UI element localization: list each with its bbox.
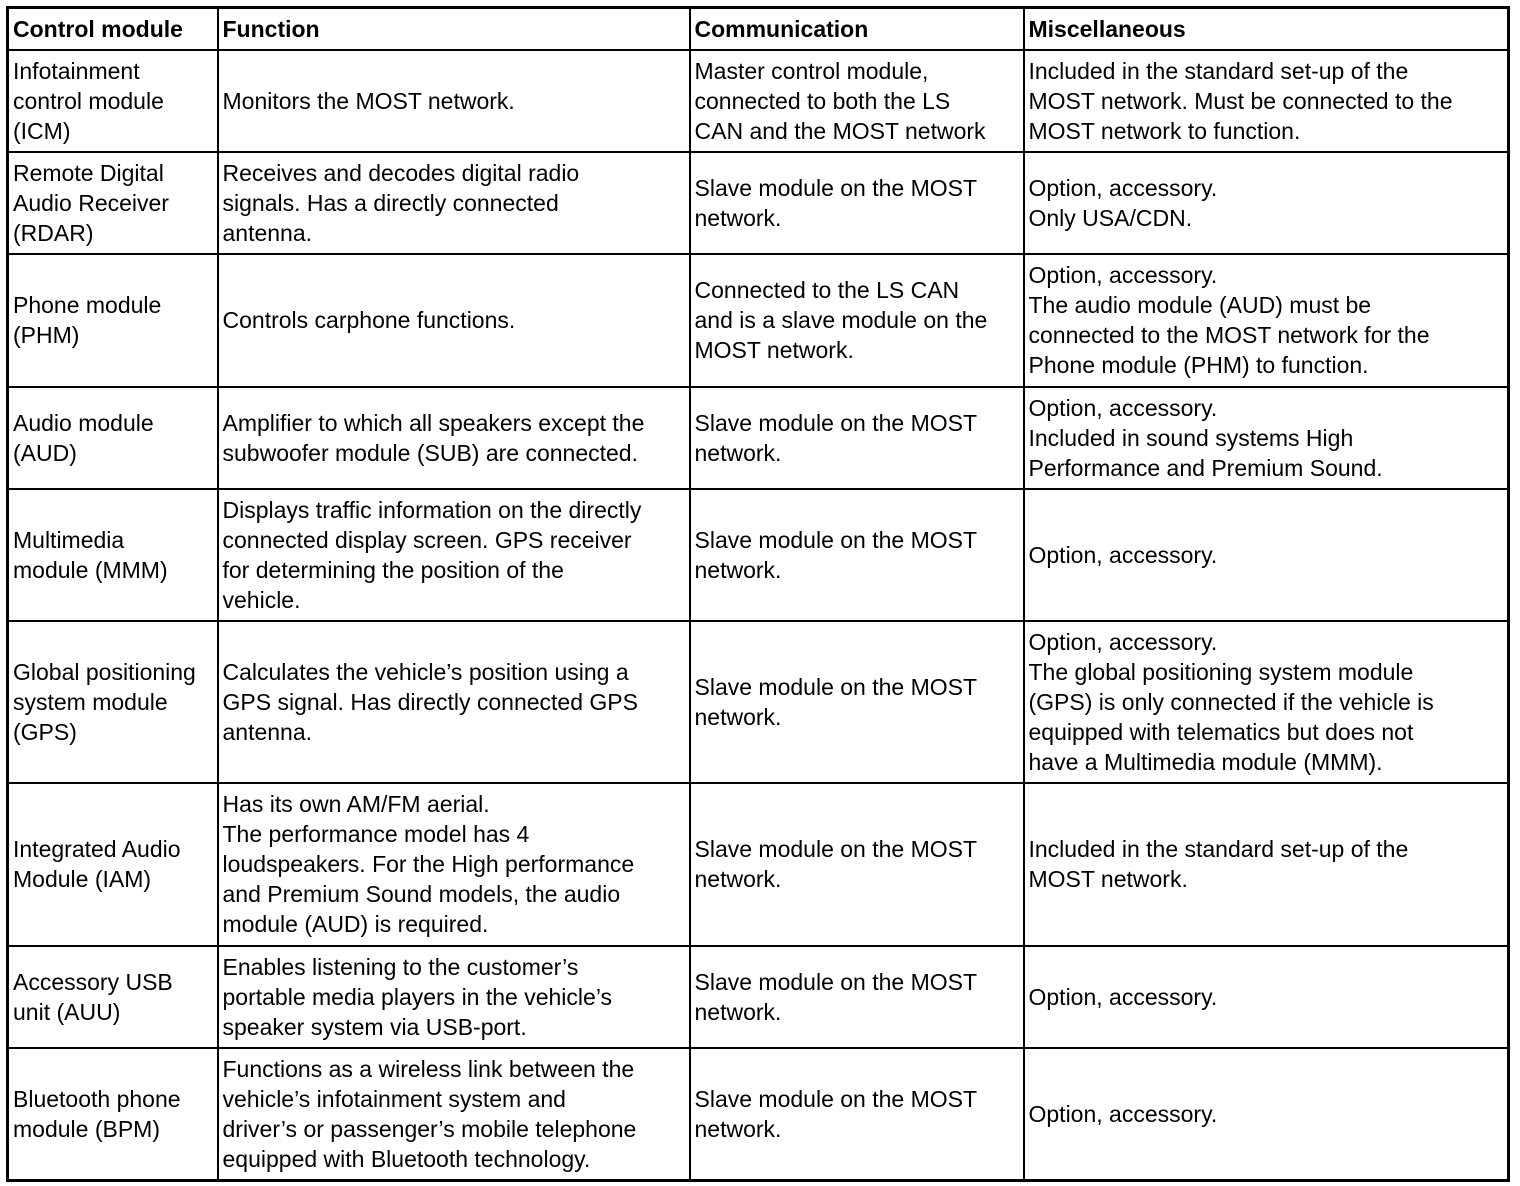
header-function: Function	[218, 8, 690, 51]
table-row	[8, 50, 1509, 152]
table-row	[8, 387, 1509, 489]
cell-miscellaneous: Option, accessory.	[1024, 1048, 1509, 1181]
cell-control-module: Phone module (PHM)	[8, 254, 218, 386]
cell-function: Calculates the vehicle’s position using a GPS signal. Has directly connected GPS antenna.	[218, 621, 690, 783]
table-row	[8, 1048, 1509, 1181]
cell-function: Displays traffic information on the directly connected display screen. GPS receiver for determining the position of the vehicle.	[218, 489, 690, 621]
cell-control-module: Multimedia module (MMM)	[8, 489, 218, 621]
header-miscellaneous: Miscellaneous	[1024, 8, 1509, 51]
table-row	[8, 783, 1509, 945]
cell-control-module: Bluetooth phone module (BPM)	[8, 1048, 218, 1181]
cell-miscellaneous: Option, accessory.	[1024, 946, 1509, 1048]
header-row	[8, 8, 1509, 51]
cell-function: Has its own AM/FM aerial. The performance model has 4 loudspeakers. For the High performance and Premium Sound models, the audio module (AUD) is required.	[218, 783, 690, 945]
cell-function: Monitors the MOST network.	[218, 50, 690, 152]
cell-control-module: Integrated Audio Module (IAM)	[8, 783, 218, 945]
cell-miscellaneous: Option, accessory. Only USA/CDN.	[1024, 152, 1509, 254]
cell-function: Receives and decodes digital radio signals. Has a directly connected antenna.	[218, 152, 690, 254]
table-row	[8, 152, 1509, 254]
cell-communication: Connected to the LS CAN and is a slave module on the MOST network.	[690, 254, 1024, 386]
cell-control-module: Infotainment control module (ICM)	[8, 50, 218, 152]
cell-miscellaneous: Option, accessory. The global positioning system module (GPS) is only connected if the vehicle is equipped with telematics but does not have a Multimedia module (MMM).	[1024, 621, 1509, 783]
cell-miscellaneous: Option, accessory.	[1024, 489, 1509, 621]
cell-miscellaneous: Included in the standard set-up of the MOST network. Must be connected to the MOST network to function.	[1024, 50, 1509, 152]
cell-communication: Slave module on the MOST network.	[690, 152, 1024, 254]
cell-communication: Slave module on the MOST network.	[690, 621, 1024, 783]
table-row	[8, 489, 1509, 621]
cell-miscellaneous: Option, accessory. Included in sound systems High Performance and Premium Sound.	[1024, 387, 1509, 489]
cell-communication: Slave module on the MOST network.	[690, 783, 1024, 945]
cell-function: Enables listening to the customer’s portable media players in the vehicle’s speaker system via USB-port.	[218, 946, 690, 1048]
control-module-table	[6, 6, 1510, 1182]
cell-function: Controls carphone functions.	[218, 254, 690, 386]
cell-function: Amplifier to which all speakers except the subwoofer module (SUB) are connected.	[218, 387, 690, 489]
cell-communication: Slave module on the MOST network.	[690, 387, 1024, 489]
cell-control-module: Remote Digital Audio Receiver (RDAR)	[8, 152, 218, 254]
table-row	[8, 254, 1509, 386]
cell-communication: Master control module, connected to both the LS CAN and the MOST network	[690, 50, 1024, 152]
header-communication: Communication	[690, 8, 1024, 51]
table-row	[8, 621, 1509, 783]
cell-communication: Slave module on the MOST network.	[690, 489, 1024, 621]
table-row	[8, 946, 1509, 1048]
header-control-module: Control module	[8, 8, 218, 51]
cell-miscellaneous: Included in the standard set-up of the MOST network.	[1024, 783, 1509, 945]
cell-communication: Slave module on the MOST network.	[690, 1048, 1024, 1181]
cell-miscellaneous: Option, accessory. The audio module (AUD) must be connected to the MOST network for the Phone module (PHM) to function.	[1024, 254, 1509, 386]
cell-control-module: Global positioning system module (GPS)	[8, 621, 218, 783]
cell-control-module: Accessory USB unit (AUU)	[8, 946, 218, 1048]
cell-control-module: Audio module (AUD)	[8, 387, 218, 489]
cell-communication: Slave module on the MOST network.	[690, 946, 1024, 1048]
cell-function: Functions as a wireless link between the vehicle’s infotainment system and driver’s or passenger’s mobile telephone equipped with Bluetooth technology.	[218, 1048, 690, 1181]
